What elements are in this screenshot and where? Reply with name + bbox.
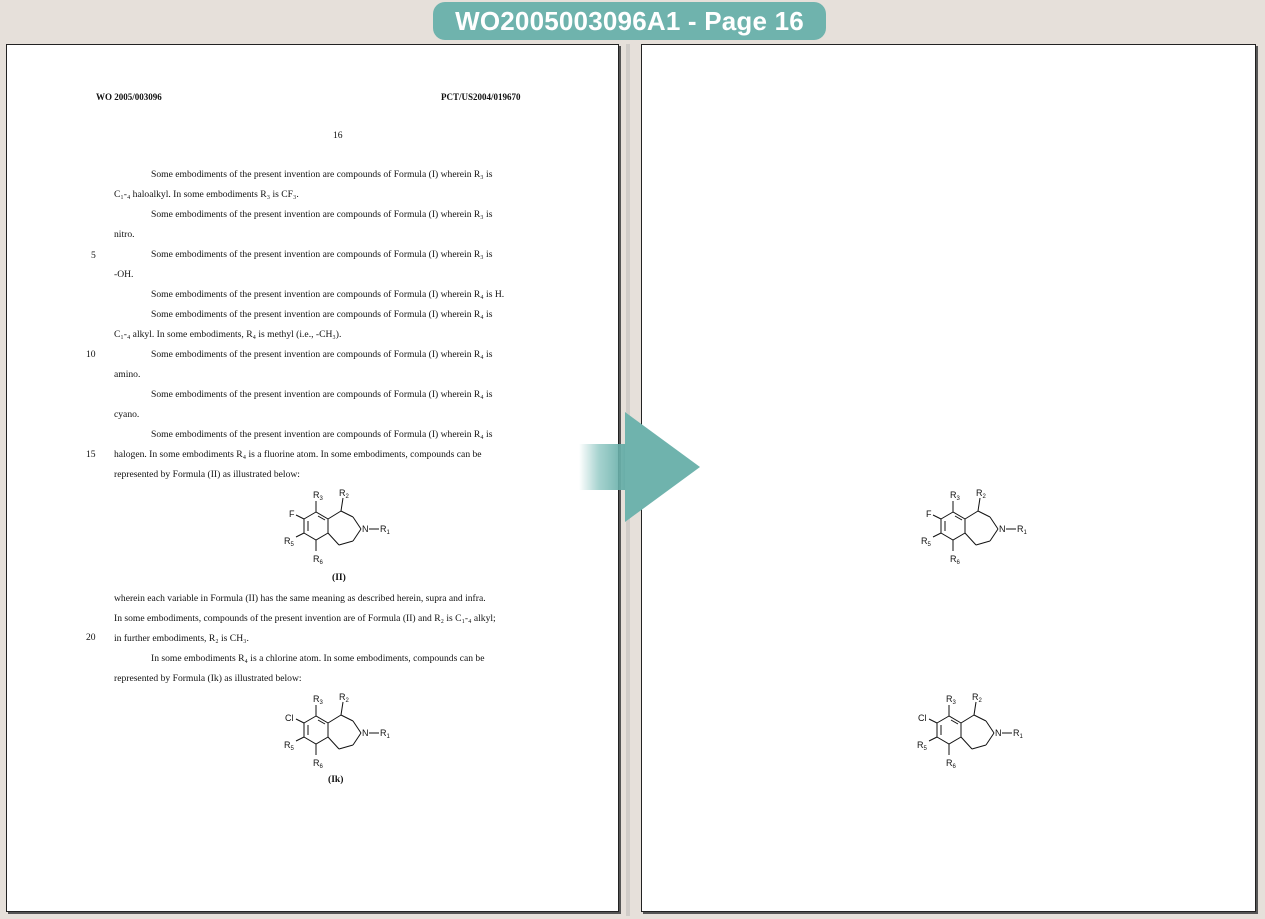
text-line: wherein each variable in Formula (II) has the same meaning as described herein, supra and infra.	[114, 593, 486, 604]
line-number: 5	[91, 250, 96, 261]
text-line: nitro.	[114, 229, 135, 240]
right-page[interactable]	[641, 44, 1256, 912]
halogen-label: F	[926, 509, 932, 519]
svg-text:N: N	[995, 728, 1002, 738]
svg-text:R2: $R_2$	[976, 488, 986, 500]
text-line: Some embodiments of the present invention are compounds of Formula (I) wherein R₄ is H.	[151, 289, 505, 300]
text-line: Some embodiments of the present invention are compounds of Formula (I) wherein R₃ is	[151, 249, 493, 260]
formula-ik-structure	[275, 685, 405, 777]
text-line: Some embodiments of the present invention are compounds of Formula (I) wherein R₄ is	[151, 309, 493, 320]
text-line: Some embodiments of the present invention are compounds of Formula (I) wherein R₃ is	[151, 209, 493, 220]
svg-text:R2: $R_2$	[339, 488, 349, 500]
svg-text:R6: $R_6$	[946, 758, 956, 770]
formula-ik-label: (Ik)	[328, 774, 344, 785]
svg-text:R3: $R_3$	[946, 694, 956, 706]
extracted-structure-2	[908, 685, 1038, 777]
svg-text:R3: $R_3$	[313, 694, 323, 706]
svg-text:R5: $R_5$	[917, 740, 927, 752]
line-number: 20	[86, 632, 96, 643]
document-title: WO2005003096A1 - Page 16	[433, 2, 826, 40]
text-line: in further embodiments, R₂ is CH₃.	[114, 633, 249, 644]
header-pct-number: PCT/US2004/019670	[441, 92, 521, 102]
svg-text:R2: $R_2$	[339, 692, 349, 704]
text-line: halogen. In some embodiments R₄ is a fluorine atom. In some embodiments, compounds can be	[114, 449, 482, 460]
text-line: C₁-₄ alkyl. In some embodiments, R₄ is methyl (i.e., -CH₃).	[114, 329, 342, 340]
text-line: represented by Formula (II) as illustrated below:	[114, 469, 300, 480]
text-line: represented by Formula (Ik) as illustrated below:	[114, 673, 302, 684]
text-line: Some embodiments of the present invention are compounds of Formula (I) wherein R₄ is	[151, 429, 493, 440]
header-publication-number: WO 2005/003096	[96, 92, 162, 102]
text-line: Some embodiments of the present invention are compounds of Formula (I) wherein R₄ is	[151, 389, 493, 400]
text-line: -OH.	[114, 269, 134, 280]
svg-text:R5: $R_5$	[284, 536, 294, 548]
extracted-structure-1	[912, 483, 1042, 571]
line-number: 15	[86, 449, 96, 460]
text-line: Some embodiments of the present invention are compounds of Formula (I) wherein R₃ is	[151, 169, 493, 180]
text-line: In some embodiments R₄ is a chlorine atom. In some embodiments, compounds can be	[151, 653, 485, 664]
page-number: 16	[333, 130, 343, 141]
formula-ii-structure	[275, 483, 405, 571]
svg-text:N: N	[362, 728, 369, 738]
svg-text:N: N	[999, 524, 1006, 534]
svg-text:R3: $R_3$	[313, 490, 323, 502]
text-line: cyano.	[114, 409, 140, 420]
svg-text:R1: $R_1$	[1013, 728, 1023, 740]
svg-text:R2: $R_2$	[972, 692, 982, 704]
svg-text:R5: $R_5$	[284, 740, 294, 752]
halogen-label: Cl	[918, 713, 927, 723]
svg-text:R5: $R_5$	[921, 536, 931, 548]
svg-text:R1: $R_1$	[1017, 524, 1027, 536]
arrow-right-icon	[579, 412, 700, 522]
svg-text:N: N	[362, 524, 369, 534]
halogen-label: Cl	[285, 713, 294, 723]
text-line: Some embodiments of the present invention are compounds of Formula (I) wherein R₄ is	[151, 349, 493, 360]
left-page[interactable]	[6, 44, 619, 912]
text-line: C₁-₄ haloalkyl. In some embodiments R₃ is CF₃.	[114, 189, 299, 200]
text-line: amino.	[114, 369, 141, 380]
line-number: 10	[86, 349, 96, 360]
text-line: In some embodiments, compounds of the present invention are of Formula (II) and R₂ is C₁-₄ alkyl;	[114, 613, 496, 624]
svg-text:R6: $R_6$	[313, 758, 323, 770]
formula-ii-label: (II)	[332, 572, 346, 583]
halogen-label: F	[289, 509, 295, 519]
svg-text:R1: $R_1$	[380, 524, 390, 536]
svg-text:R3: $R_3$	[950, 490, 960, 502]
svg-text:R6: $R_6$	[950, 554, 960, 566]
svg-text:R6: $R_6$	[313, 554, 323, 566]
svg-text:R1: $R_1$	[380, 728, 390, 740]
